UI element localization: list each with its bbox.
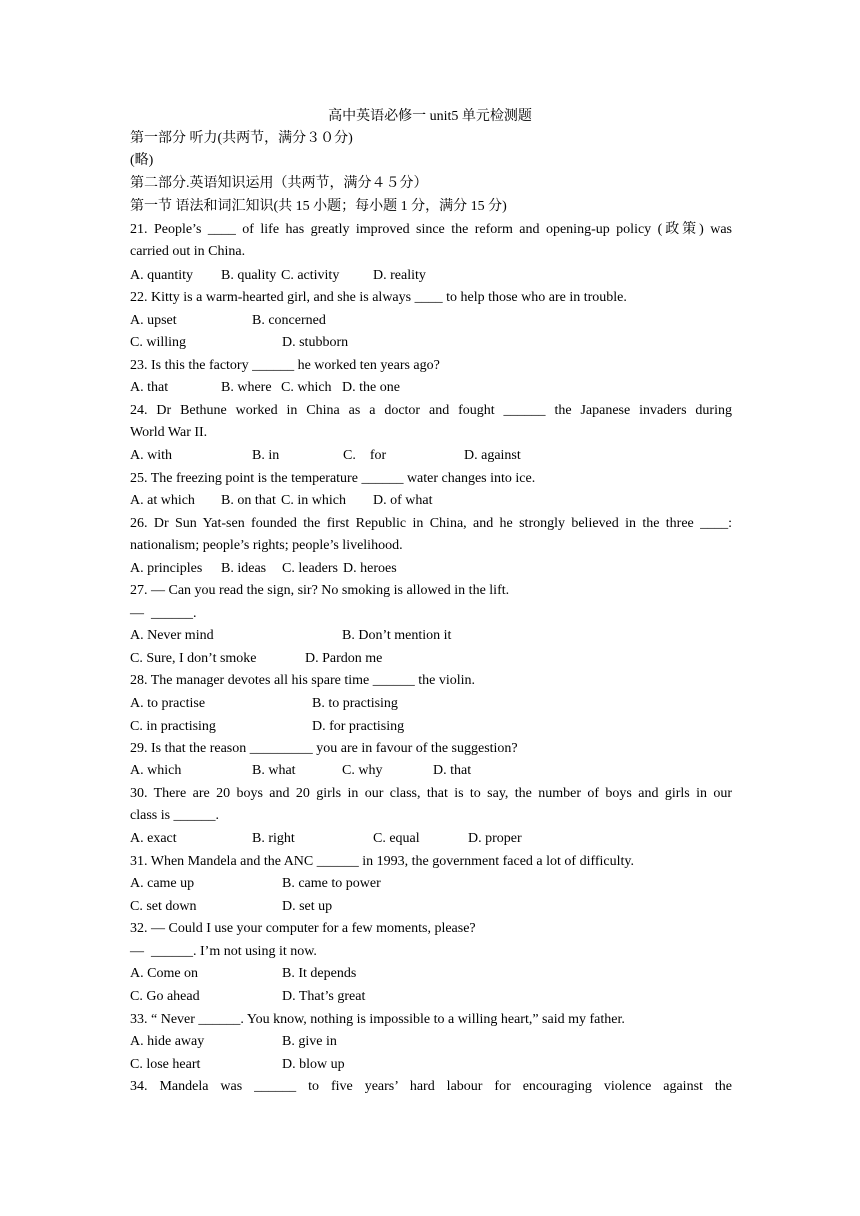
question-27-line-2: — ______.	[130, 606, 197, 621]
q29-option-d: D. that	[433, 763, 472, 778]
q27-option-d: D. Pardon me	[305, 651, 383, 666]
question-26-line-1: 26. Dr Sun Yat-sen founded the first Republic in China, and he strongly believed in the three ____:	[130, 516, 732, 531]
section1-heading: 第一节 语法和词汇知识(共 15 小题；每小题 1 分，满分 15 分)	[130, 199, 507, 214]
question-22: 22. Kitty is a warm-hearted girl, and she is always ____ to help those who are in trouble.	[130, 290, 627, 305]
q21-option-d: D. reality	[373, 268, 426, 283]
q28-option-a: A. to practise	[130, 696, 206, 711]
q25-option-b: B. on that	[221, 493, 276, 508]
q21-option-c: C. activity	[281, 268, 340, 283]
q28-option-d: D. for practising	[312, 719, 405, 734]
q24-option-c: C. for	[343, 448, 387, 463]
q25-option-c: C. in which	[281, 493, 346, 508]
question-28: 28. The manager devotes all his spare time ______ the violin.	[130, 673, 475, 688]
q23-option-d: D. the one	[342, 380, 400, 395]
q22-option-d: D. stubborn	[282, 335, 349, 350]
q30-option-b: B. right	[252, 831, 295, 846]
q29-option-a: A. which	[130, 763, 182, 778]
q26-option-a: A. principles	[130, 561, 203, 576]
q27-option-c: C. Sure, I don’t smoke	[130, 651, 257, 666]
q26-option-c: C. leaders	[282, 561, 338, 576]
q29-option-c: C. why	[342, 763, 383, 778]
q31-option-d: D. set up	[282, 899, 333, 914]
q22-option-c: C. willing	[130, 335, 187, 350]
question-27-line-1: 27. — Can you read the sign, sir? No smoking is allowed in the lift.	[130, 583, 510, 598]
question-33: 33. “ Never ______. You know, nothing is impossible to a willing heart,” said my father.	[130, 1012, 625, 1027]
question-30-line-2: class is ______.	[130, 808, 220, 823]
q33-option-c: C. lose heart	[130, 1057, 201, 1072]
question-24-line-1: 24. Dr Bethune worked in China as a doctor and fought ______ the Japanese invaders during	[130, 403, 732, 418]
q31-option-c: C. set down	[130, 899, 197, 914]
q25-option-d: D. of what	[373, 493, 433, 508]
question-24-line-2: World War II.	[130, 425, 208, 440]
question-26-line-2: nationalism; people’s rights; people’s livelihood.	[130, 538, 403, 553]
part1-heading: 第一部分 听力(共两节，满分３０分)	[130, 131, 353, 146]
q32-option-c: C. Go ahead	[130, 989, 200, 1004]
q32-option-b: B. It depends	[282, 966, 357, 981]
q22-option-b: B. concerned	[252, 313, 326, 328]
q27-option-a: A. Never mind	[130, 628, 214, 643]
q30-option-c: C. equal	[373, 831, 420, 846]
q30-option-d: D. proper	[468, 831, 522, 846]
q23-option-a: A. that	[130, 380, 169, 395]
q26-option-b: B. ideas	[221, 561, 267, 576]
q30-option-a: A. exact	[130, 831, 177, 846]
q21-option-b: B. quality	[221, 268, 277, 283]
question-21-line-1: 21. People’s ____ of life has greatly improved since the reform and opening-up policy (政策) was	[130, 222, 732, 237]
q25-option-a: A. at which	[130, 493, 195, 508]
q32-option-a: A. Come on	[130, 966, 199, 981]
q33-option-d: D. blow up	[282, 1057, 345, 1072]
question-34-line-1: 34. Mandela was ______ to five years’ hard labour for encouraging violence against the	[130, 1079, 732, 1094]
q24-option-d: D. against	[464, 448, 521, 463]
q29-option-b: B. what	[252, 763, 296, 778]
part2-heading: 第二部分.英语知识运用（共两节，满分４５分）	[130, 176, 428, 191]
q23-option-c: C. which	[281, 380, 332, 395]
q24-option-a: A. with	[130, 448, 172, 463]
question-21-line-2: carried out in China.	[130, 244, 246, 259]
q32-option-d: D. That’s great	[282, 989, 366, 1004]
question-32-line-1: 32. — Could I use your computer for a few moments, please?	[130, 921, 476, 936]
q21-option-a: A. quantity	[130, 268, 193, 283]
q26-option-d: D. heroes	[343, 561, 397, 576]
q28-option-b: B. to practising	[312, 696, 398, 711]
q33-option-a: A. hide away	[130, 1034, 205, 1049]
q27-option-b: B. Don’t mention it	[342, 628, 452, 643]
q31-option-a: A. came up	[130, 876, 195, 891]
q23-option-b: B. where	[221, 380, 272, 395]
question-32-line-2: — ______. I’m not using it now.	[130, 944, 317, 959]
document-title: 高中英语必修一 unit5 单元检测题	[328, 109, 532, 124]
question-31: 31. When Mandela and the ANC ______ in 1993, the government faced a lot of difficulty.	[130, 854, 635, 869]
question-29: 29. Is that the reason _________ you are in favour of the suggestion?	[130, 741, 518, 756]
q33-option-b: B. give in	[282, 1034, 337, 1049]
q31-option-b: B. came to power	[282, 876, 381, 891]
question-30-line-1: 30. There are 20 boys and 20 girls in our class, that is to say, the number of boys and girls in our	[130, 786, 732, 801]
listening-omitted-note: (略)	[130, 153, 154, 168]
q28-option-c: C. in practising	[130, 719, 216, 734]
question-23: 23. Is this the factory ______ he worked ten years ago?	[130, 358, 440, 373]
q22-option-a: A. upset	[130, 313, 177, 328]
question-25: 25. The freezing point is the temperature ______ water changes into ice.	[130, 471, 536, 486]
q24-option-b: B. in	[252, 448, 280, 463]
